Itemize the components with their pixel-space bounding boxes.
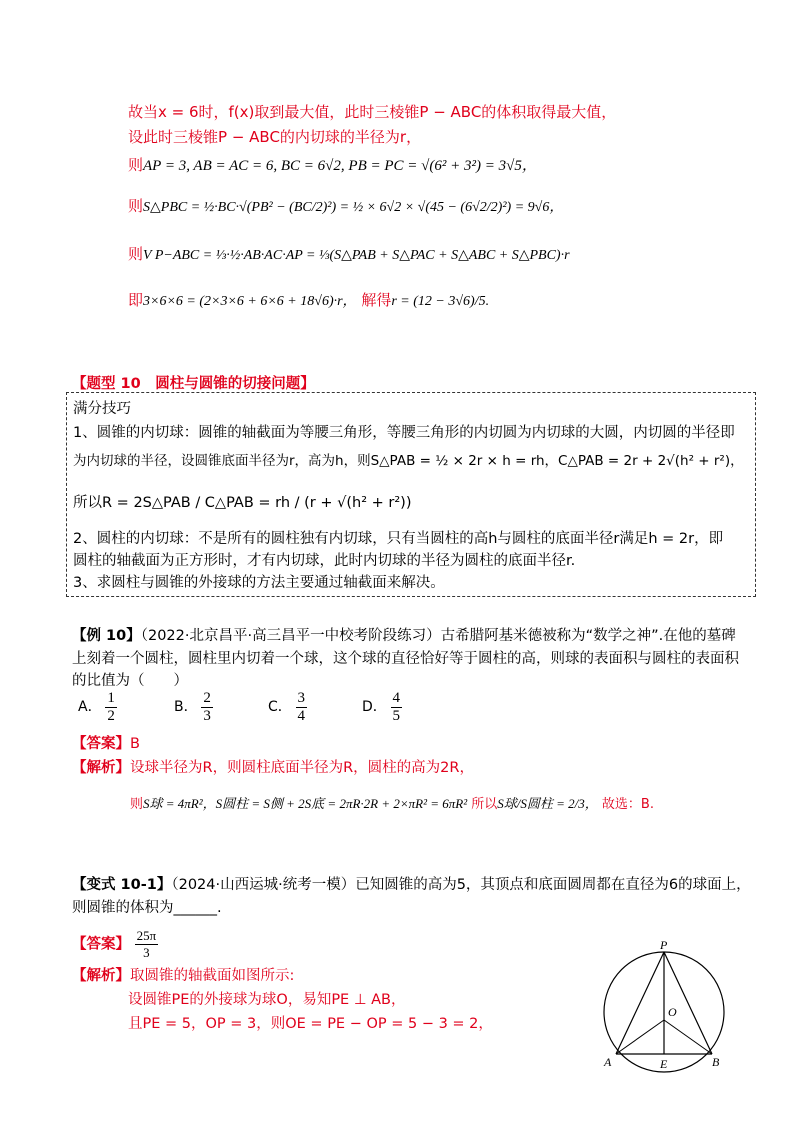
tips-p1b: 为内切球的半径，设圆锥底面半径为r，高为h，则S△PAB = ½ × 2r × h = rh，C△PAB = 2r + 2√(h² + r²)， <box>73 453 744 469</box>
variant-analysis-1 <box>72 964 294 985</box>
variant-10-1-line-1 <box>72 873 751 894</box>
solution-line-3 <box>128 155 537 176</box>
choice-d[interactable] <box>362 690 402 725</box>
solve-label: 解得 <box>361 291 392 309</box>
numerator: 1 <box>107 690 115 706</box>
denominator: 5 <box>392 708 401 724</box>
prefix: 即 <box>128 291 144 309</box>
edge-ob <box>664 1020 712 1054</box>
example-10-analysis-1 <box>72 756 474 777</box>
tips-p2b: 圆柱的轴截面为正方形时，才有内切球，此时内切球的半径为圆柱的底面半径r. <box>73 553 576 569</box>
example-label: 【例 10】 <box>72 628 141 644</box>
denominator: 4 <box>297 708 306 724</box>
tips-p1a: 1、圆锥的内切球：圆锥的轴截面为等腰三角形，等腰三角形的内切圆为内切球的大圆，内切圆的半径即 <box>73 425 735 441</box>
example-10-answer <box>72 732 140 753</box>
example-10-line-2: 上刻着一个圆柱，圆柱里内切着一个球，这个球的直径恰好等于圆柱的高，则球的表面积与圆柱的表面积 <box>72 651 739 667</box>
label-b: B <box>712 1055 720 1069</box>
example-10-analysis-2 <box>130 793 654 812</box>
label-o: O <box>668 1005 677 1019</box>
variant-answer <box>72 928 158 961</box>
choice-letter: A． <box>78 698 102 715</box>
choice-b[interactable] <box>174 690 213 725</box>
solution-line-1: 故当x = 6时，f(x)取到最大值，此时三棱锥P − ABC的体积取得最大值， <box>128 103 617 121</box>
denominator: 3 <box>143 945 150 960</box>
text: （2024·山西运城·统考一模）已知圆锥的高为5，其顶点和底面圆周都在直径为6的球面上， <box>171 877 751 893</box>
variant-10-1-line-2: 则圆锥的体积为______. <box>72 900 222 916</box>
math: S球 = 4πR²，S圆柱 = S侧 + 2S底 = 2πR·2R + 2×πR² = 6πR² <box>143 796 468 811</box>
conclusion: 故选：B. <box>601 797 654 812</box>
cone-sphere-figure <box>596 936 736 1076</box>
choice-letter: D． <box>362 698 387 715</box>
analysis-label: 【解析】 <box>72 760 130 776</box>
answer-label: 【答案】 <box>72 936 130 953</box>
tips-p3: 3、求圆柱与圆锥的外接球的方法主要通过轴截面来解决。 <box>73 575 445 591</box>
tips-p1c: 所以R = 2S△PAB / C△PAB = rh / (r + √(h² + r²)) <box>73 495 412 511</box>
text: 取圆锥的轴截面如图所示: <box>130 968 295 984</box>
ratio: S球/S圆柱 = 2/3， <box>497 796 598 811</box>
prefix: 则 <box>128 197 144 215</box>
answer-value: B <box>130 736 140 752</box>
text: 设球半径为R，则圆柱底面半径为R，圆柱的高为2R， <box>130 760 474 776</box>
tips-box <box>66 392 756 597</box>
label-p: P <box>660 938 668 952</box>
label-a: A <box>604 1055 612 1069</box>
math: V P−ABC = ⅓·½·AB·AC·AP = ⅓(S△PAB + S△PAC + S△ABC + S△PBC)·r <box>143 248 570 263</box>
prefix: 则 <box>128 156 144 174</box>
numerator: 4 <box>392 690 401 706</box>
numerator: 3 <box>297 690 306 706</box>
solution-line-6 <box>128 290 489 312</box>
solution-line-5 <box>128 244 570 266</box>
math: AP = 3, AB = AC = 6, BC = 6√2, PB = PC = √(6² + 3²) = 3√5， <box>143 158 537 174</box>
analysis-label: 【解析】 <box>72 968 130 984</box>
edge-oa <box>616 1020 664 1054</box>
solution-line-4 <box>128 196 563 218</box>
numerator: 25π <box>136 928 157 943</box>
choice-letter: B． <box>174 698 198 715</box>
choice-c[interactable] <box>268 690 307 725</box>
choice-a[interactable] <box>78 690 117 725</box>
section-title: 【题型 10 圆柱与圆锥的切接问题】 <box>72 376 315 392</box>
variant-analysis-2: 设圆锥PE的外接球为球O，易知PE ⊥ AB， <box>128 992 406 1008</box>
example-10-line-3: 的比值为（ ） <box>72 673 188 689</box>
tips-heading: 满分技巧 <box>73 401 131 417</box>
solution-line-2: 设此时三棱锥P − ABC的内切球的半径为r， <box>128 128 422 146</box>
result: r = (12 − 3√6)/5. <box>391 294 490 309</box>
prefix: 则 <box>128 245 144 263</box>
math: S△PBC = ½·BC·√(PB² − (BC/2)²) = ½ × 6√2 × √(45 − (6√2/2)²) = 9√6， <box>143 200 564 215</box>
variant-label: 【变式 10-1】 <box>72 877 172 893</box>
mid-label: 所以 <box>471 797 498 812</box>
numerator: 2 <box>203 690 211 706</box>
math: 3×6×6 = (2×3×6 + 6×6 + 18√6)·r， <box>143 294 357 309</box>
label-e: E <box>660 1057 668 1071</box>
choice-letter: C． <box>268 698 292 715</box>
variant-analysis-3: 且PE = 5，OP = 3，则OE = PE − OP = 5 − 3 = 2， <box>128 1016 493 1032</box>
denominator: 3 <box>203 708 211 724</box>
prefix: 则 <box>130 797 144 812</box>
text: （2022·北京昌平·高三昌平一中校考阶段练习）古希腊阿基米德被称为“数学之神”.在他的墓碑 <box>140 628 736 644</box>
denominator: 2 <box>107 708 115 724</box>
answer-label: 【答案】 <box>72 736 130 752</box>
example-10-line-1 <box>72 624 736 645</box>
tips-p2a: 2、圆柱的内切球：不是所有的圆柱独有内切球，只有当圆柱的高h与圆柱的底面半径r满足h = 2r，即 <box>73 531 724 547</box>
